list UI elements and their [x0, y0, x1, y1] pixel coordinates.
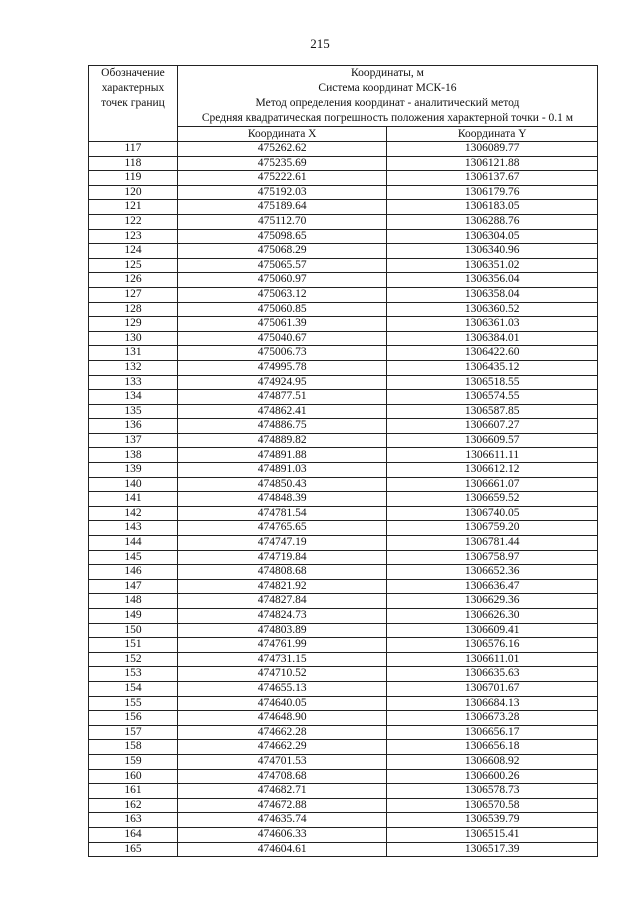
table-row	[89, 156, 598, 171]
y-coordinate-cell: 1306611.11	[387, 448, 598, 463]
y-coordinate-cell: 1306288.76	[387, 214, 598, 229]
x-coordinate-cell: 474891.03	[177, 463, 387, 478]
x-coordinate-cell: 475040.67	[177, 331, 387, 346]
x-coordinate-cell: 474821.92	[177, 579, 387, 594]
table-row	[89, 740, 598, 755]
x-coordinate-cell: 474877.51	[177, 390, 387, 405]
point-id-cell: 129	[89, 317, 178, 332]
x-coordinate-cell: 474708.68	[177, 769, 387, 784]
point-id-cell: 125	[89, 258, 178, 273]
table-row	[89, 331, 598, 346]
x-coordinate-cell: 474781.54	[177, 506, 387, 521]
point-label-header	[89, 66, 178, 142]
x-coordinate-cell: 474761.99	[177, 638, 387, 653]
table-row	[89, 273, 598, 288]
y-coordinate-cell: 1306759.20	[387, 521, 598, 536]
x-coordinate-cell: 474635.74	[177, 813, 387, 828]
point-id-cell: 136	[89, 419, 178, 434]
y-coordinate-cell: 1306684.13	[387, 696, 598, 711]
table-row	[89, 579, 598, 594]
point-id-cell: 164	[89, 827, 178, 842]
point-id-cell: 130	[89, 331, 178, 346]
point-id-cell: 141	[89, 492, 178, 507]
point-id-cell: 157	[89, 725, 178, 740]
table-row	[89, 492, 598, 507]
point-id-cell: 123	[89, 229, 178, 244]
table-row	[89, 419, 598, 434]
point-id-cell: 128	[89, 302, 178, 317]
point-label-line3: точек границ	[101, 97, 165, 109]
table-row	[89, 550, 598, 565]
point-id-cell: 154	[89, 681, 178, 696]
y-coordinate-cell: 1306656.17	[387, 725, 598, 740]
coordinates-header	[177, 66, 597, 127]
y-coordinate-cell: 1306358.04	[387, 287, 598, 302]
table-row	[89, 214, 598, 229]
table-row	[89, 667, 598, 682]
table-row	[89, 360, 598, 375]
point-id-cell: 158	[89, 740, 178, 755]
x-coordinate-cell: 474682.71	[177, 784, 387, 799]
y-coordinate-cell: 1306659.52	[387, 492, 598, 507]
y-coordinate-cell: 1306661.07	[387, 477, 598, 492]
point-id-cell: 162	[89, 798, 178, 813]
x-coordinate-cell: 474662.29	[177, 740, 387, 755]
y-coordinate-cell: 1306611.01	[387, 652, 598, 667]
x-coordinate-cell: 474765.65	[177, 521, 387, 536]
point-id-cell: 119	[89, 171, 178, 186]
y-coordinate-cell: 1306121.88	[387, 156, 598, 171]
y-coordinate-cell: 1306626.30	[387, 609, 598, 624]
x-coordinate-cell: 475222.61	[177, 171, 387, 186]
table-row	[89, 433, 598, 448]
x-coordinate-cell: 474710.52	[177, 667, 387, 682]
coordinates-table	[88, 65, 598, 857]
y-coordinate-cell: 1306578.73	[387, 784, 598, 799]
table-row	[89, 229, 598, 244]
table-row	[89, 171, 598, 186]
table-row	[89, 477, 598, 492]
x-coordinate-cell: 474662.28	[177, 725, 387, 740]
table-body	[89, 142, 598, 857]
point-id-cell: 132	[89, 360, 178, 375]
y-coordinate-cell: 1306609.57	[387, 433, 598, 448]
table-row	[89, 200, 598, 215]
point-id-cell: 135	[89, 404, 178, 419]
point-id-cell: 145	[89, 550, 178, 565]
point-id-cell: 138	[89, 448, 178, 463]
table-row	[89, 375, 598, 390]
y-coordinate-cell: 1306608.92	[387, 754, 598, 769]
x-coordinate-cell: 475063.12	[177, 287, 387, 302]
y-coordinate-cell: 1306422.60	[387, 346, 598, 361]
table-row	[89, 638, 598, 653]
point-id-cell: 127	[89, 287, 178, 302]
x-coordinate-cell: 474655.13	[177, 681, 387, 696]
y-coordinate-cell: 1306600.26	[387, 769, 598, 784]
table-row	[89, 506, 598, 521]
table-row	[89, 609, 598, 624]
y-coordinate-cell: 1306340.96	[387, 244, 598, 259]
table-row	[89, 681, 598, 696]
point-id-cell: 126	[89, 273, 178, 288]
point-id-cell: 165	[89, 842, 178, 857]
x-coordinate-cell: 474719.84	[177, 550, 387, 565]
point-id-cell: 159	[89, 754, 178, 769]
y-coordinate-cell: 1306656.18	[387, 740, 598, 755]
table-row	[89, 448, 598, 463]
y-coordinate-cell: 1306183.05	[387, 200, 598, 215]
x-coordinate-cell: 475098.65	[177, 229, 387, 244]
point-id-cell: 151	[89, 638, 178, 653]
table-row	[89, 536, 598, 551]
x-coordinate-cell: 474648.90	[177, 711, 387, 726]
y-coordinate-cell: 1306304.05	[387, 229, 598, 244]
x-coordinate-cell: 474862.41	[177, 404, 387, 419]
y-coordinate-cell: 1306137.67	[387, 171, 598, 186]
point-id-cell: 153	[89, 667, 178, 682]
point-label-line2: характерных	[101, 82, 165, 94]
x-coordinate-cell: 474803.89	[177, 623, 387, 638]
x-coordinate-cell: 475060.85	[177, 302, 387, 317]
y-coordinate-cell: 1306517.39	[387, 842, 598, 857]
table-row	[89, 287, 598, 302]
y-coordinate-cell: 1306515.41	[387, 827, 598, 842]
x-coordinate-cell: 474850.43	[177, 477, 387, 492]
x-coordinate-cell: 474640.05	[177, 696, 387, 711]
y-coordinate-cell: 1306701.67	[387, 681, 598, 696]
table-row	[89, 463, 598, 478]
y-coordinate-cell: 1306518.55	[387, 375, 598, 390]
x-coordinate-cell: 474891.88	[177, 448, 387, 463]
table-row	[89, 769, 598, 784]
table-row	[89, 725, 598, 740]
point-id-cell: 137	[89, 433, 178, 448]
x-coordinate-cell: 474995.78	[177, 360, 387, 375]
y-coordinate-cell: 1306576.16	[387, 638, 598, 653]
x-coordinate-cell: 475262.62	[177, 142, 387, 157]
y-coordinate-cell: 1306179.76	[387, 185, 598, 200]
table-row	[89, 317, 598, 332]
point-label-line1: Обозначение	[101, 67, 165, 79]
x-coordinate-cell: 474604.61	[177, 842, 387, 857]
y-coordinate-cell: 1306781.44	[387, 536, 598, 551]
point-id-cell: 140	[89, 477, 178, 492]
table-row	[89, 404, 598, 419]
column-x-header: Координата X	[177, 127, 387, 142]
y-coordinate-cell: 1306629.36	[387, 594, 598, 609]
y-coordinate-cell: 1306574.55	[387, 390, 598, 405]
accuracy-line: Средняя квадратическая погрешность положения характерной точки - 0.1 м	[201, 112, 574, 124]
y-coordinate-cell: 1306609.41	[387, 623, 598, 638]
point-id-cell: 147	[89, 579, 178, 594]
table-row	[89, 754, 598, 769]
x-coordinate-cell: 475060.97	[177, 273, 387, 288]
point-id-cell: 143	[89, 521, 178, 536]
y-coordinate-cell: 1306612.12	[387, 463, 598, 478]
y-coordinate-cell: 1306361.03	[387, 317, 598, 332]
x-coordinate-cell: 474886.75	[177, 419, 387, 434]
coordinates-title: Координаты, м	[350, 67, 424, 79]
table-row	[89, 784, 598, 799]
table-row	[89, 798, 598, 813]
x-coordinate-cell: 475112.70	[177, 214, 387, 229]
point-id-cell: 124	[89, 244, 178, 259]
y-coordinate-cell: 1306636.47	[387, 579, 598, 594]
x-coordinate-cell: 475061.39	[177, 317, 387, 332]
table-row	[89, 346, 598, 361]
point-id-cell: 120	[89, 185, 178, 200]
y-coordinate-cell: 1306740.05	[387, 506, 598, 521]
table-row	[89, 842, 598, 857]
x-coordinate-cell: 474848.39	[177, 492, 387, 507]
table-row	[89, 652, 598, 667]
table-row	[89, 185, 598, 200]
table-row	[89, 390, 598, 405]
table-row	[89, 142, 598, 157]
y-coordinate-cell: 1306652.36	[387, 565, 598, 580]
point-id-cell: 122	[89, 214, 178, 229]
table-row	[89, 827, 598, 842]
x-coordinate-cell: 474731.15	[177, 652, 387, 667]
point-id-cell: 117	[89, 142, 178, 157]
x-coordinate-cell: 475192.03	[177, 185, 387, 200]
table-row	[89, 711, 598, 726]
point-id-cell: 131	[89, 346, 178, 361]
y-coordinate-cell: 1306570.58	[387, 798, 598, 813]
table-row	[89, 813, 598, 828]
x-coordinate-cell: 475068.29	[177, 244, 387, 259]
point-id-cell: 133	[89, 375, 178, 390]
point-id-cell: 118	[89, 156, 178, 171]
method-line: Метод определения координат - аналитический метод	[255, 97, 520, 109]
x-coordinate-cell: 475235.69	[177, 156, 387, 171]
point-id-cell: 152	[89, 652, 178, 667]
table-row	[89, 696, 598, 711]
y-coordinate-cell: 1306356.04	[387, 273, 598, 288]
y-coordinate-cell: 1306635.63	[387, 667, 598, 682]
table-row	[89, 565, 598, 580]
y-coordinate-cell: 1306089.77	[387, 142, 598, 157]
y-coordinate-cell: 1306360.52	[387, 302, 598, 317]
x-coordinate-cell: 475065.57	[177, 258, 387, 273]
x-coordinate-cell: 474924.95	[177, 375, 387, 390]
point-id-cell: 121	[89, 200, 178, 215]
point-id-cell: 163	[89, 813, 178, 828]
point-id-cell: 134	[89, 390, 178, 405]
x-coordinate-cell: 474808.68	[177, 565, 387, 580]
point-id-cell: 139	[89, 463, 178, 478]
y-coordinate-cell: 1306758.97	[387, 550, 598, 565]
point-id-cell: 150	[89, 623, 178, 638]
x-coordinate-cell: 475189.64	[177, 200, 387, 215]
table-row	[89, 521, 598, 536]
x-coordinate-cell: 474701.53	[177, 754, 387, 769]
table-row	[89, 594, 598, 609]
x-coordinate-cell: 474824.73	[177, 609, 387, 624]
x-coordinate-cell: 474672.88	[177, 798, 387, 813]
page-number: 215	[310, 36, 330, 51]
table-row	[89, 244, 598, 259]
y-coordinate-cell: 1306435.12	[387, 360, 598, 375]
point-id-cell: 155	[89, 696, 178, 711]
point-id-cell: 144	[89, 536, 178, 551]
y-coordinate-cell: 1306351.02	[387, 258, 598, 273]
x-coordinate-cell: 474606.33	[177, 827, 387, 842]
coordinate-system: Система координат МСК-16	[318, 82, 457, 94]
point-id-cell: 161	[89, 784, 178, 799]
y-coordinate-cell: 1306384.01	[387, 331, 598, 346]
y-coordinate-cell: 1306607.27	[387, 419, 598, 434]
y-coordinate-cell: 1306673.28	[387, 711, 598, 726]
x-coordinate-cell: 475006.73	[177, 346, 387, 361]
point-id-cell: 142	[89, 506, 178, 521]
point-id-cell: 160	[89, 769, 178, 784]
x-coordinate-cell: 474827.84	[177, 594, 387, 609]
y-coordinate-cell: 1306539.79	[387, 813, 598, 828]
table-row	[89, 302, 598, 317]
x-coordinate-cell: 474747.19	[177, 536, 387, 551]
point-id-cell: 149	[89, 609, 178, 624]
column-y-header: Координата Y	[387, 127, 598, 142]
x-coordinate-cell: 474889.82	[177, 433, 387, 448]
point-id-cell: 146	[89, 565, 178, 580]
table-row	[89, 258, 598, 273]
point-id-cell: 148	[89, 594, 178, 609]
table-row	[89, 623, 598, 638]
point-id-cell: 156	[89, 711, 178, 726]
y-coordinate-cell: 1306587.85	[387, 404, 598, 419]
